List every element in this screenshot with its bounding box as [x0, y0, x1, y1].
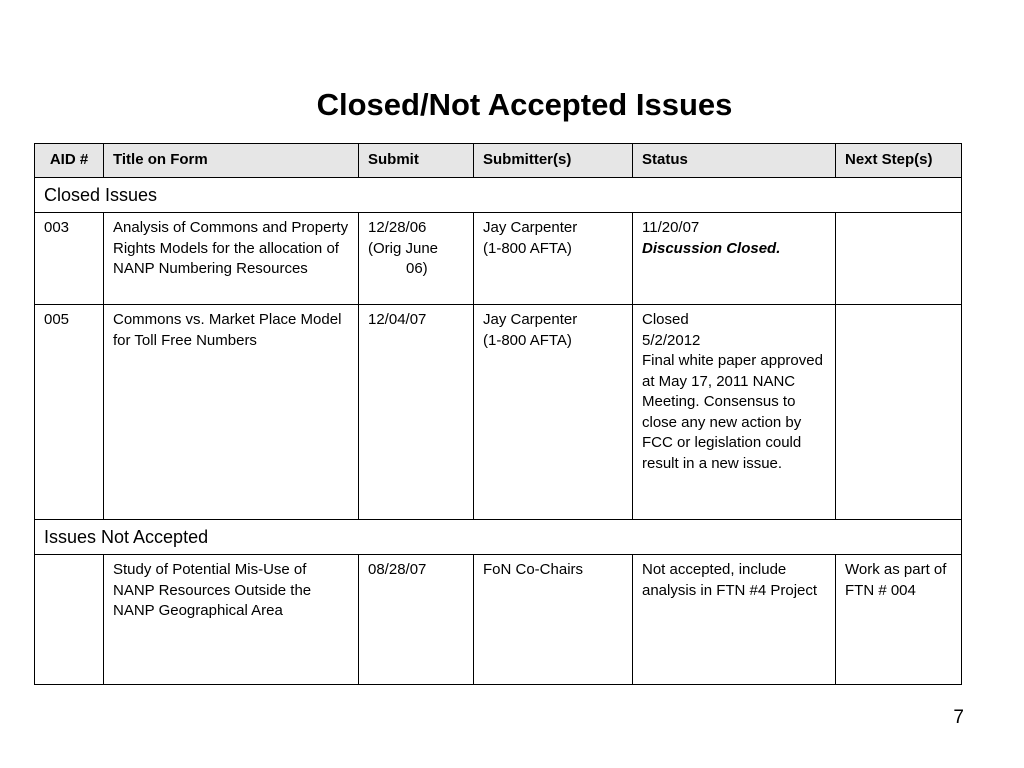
cell-aid: 003 — [35, 213, 104, 305]
header-submit: Submit — [359, 144, 474, 178]
status-date: 11/20/07 — [642, 219, 700, 236]
section-label-closed-issues: Closed Issues — [35, 178, 962, 213]
status-state: Closed — [642, 311, 689, 328]
cell-next-steps: Work as part of FTN # 004 — [836, 555, 962, 685]
status-note: Final white paper approved at May 17, 2011 NANC Meeting. Consensus to close any new action by FCC or legislation could result in a new issue. — [642, 352, 823, 472]
cell-submit — [359, 213, 474, 305]
cell-aid — [35, 555, 104, 685]
table-header-row — [35, 144, 962, 178]
submitter-name: FoN Co-Chairs — [483, 561, 584, 578]
cell-status — [633, 305, 836, 520]
table-row — [35, 555, 962, 685]
section-row-issues-not-accepted — [35, 520, 962, 555]
issues-table — [34, 143, 962, 685]
cell-title: Study of Potential Mis-Use of NANP Resources Outside the NANP Geographical Area — [104, 555, 359, 685]
header-status: Status — [633, 144, 836, 178]
cell-next-steps — [836, 213, 962, 305]
cell-submit — [359, 555, 474, 685]
submit-original-note: (Orig June — [368, 239, 439, 257]
page-number: 7 — [953, 707, 964, 728]
submitter-org: (1-800 AFTA) — [483, 331, 572, 349]
header-submitters: Submitter(s) — [474, 144, 633, 178]
submit-original-note-end: 06) — [406, 260, 428, 277]
submitter-name: Jay Carpenter — [483, 311, 578, 328]
header-next-steps: Next Step(s) — [836, 144, 962, 178]
cell-submitter — [474, 305, 633, 520]
header-aid: AID # — [35, 144, 104, 178]
table-row — [35, 213, 962, 305]
cell-submit — [359, 305, 474, 520]
submit-date: 12/28/06 — [368, 219, 427, 236]
cell-title: Commons vs. Market Place Model for Toll Free Numbers — [104, 305, 359, 520]
cell-title: Analysis of Commons and Property Rights Models for the allocation of NANP Numbering Resources — [104, 213, 359, 305]
cell-submitter — [474, 213, 633, 305]
submitter-org: (1-800 AFTA) — [483, 239, 572, 257]
submitter-name: Jay Carpenter — [483, 219, 578, 236]
status-note: Not accepted, include analysis in FTN #4 Project — [642, 561, 818, 599]
submit-date: 08/28/07 — [368, 561, 427, 578]
cell-aid: 005 — [35, 305, 104, 520]
status-note: Discussion Closed. — [642, 239, 781, 257]
cell-status — [633, 555, 836, 685]
header-title: Title on Form — [104, 144, 359, 178]
status-date: 5/2/2012 — [642, 331, 701, 349]
cell-status — [633, 213, 836, 305]
table-row — [35, 305, 962, 520]
section-row-closed-issues — [35, 178, 962, 213]
cell-next-steps — [836, 305, 962, 520]
section-label-issues-not-accepted: Issues Not Accepted — [35, 520, 962, 555]
cell-submitter — [474, 555, 633, 685]
slide-title: Closed/Not Accepted Issues — [316, 87, 733, 122]
submit-date: 12/04/07 — [368, 311, 427, 328]
